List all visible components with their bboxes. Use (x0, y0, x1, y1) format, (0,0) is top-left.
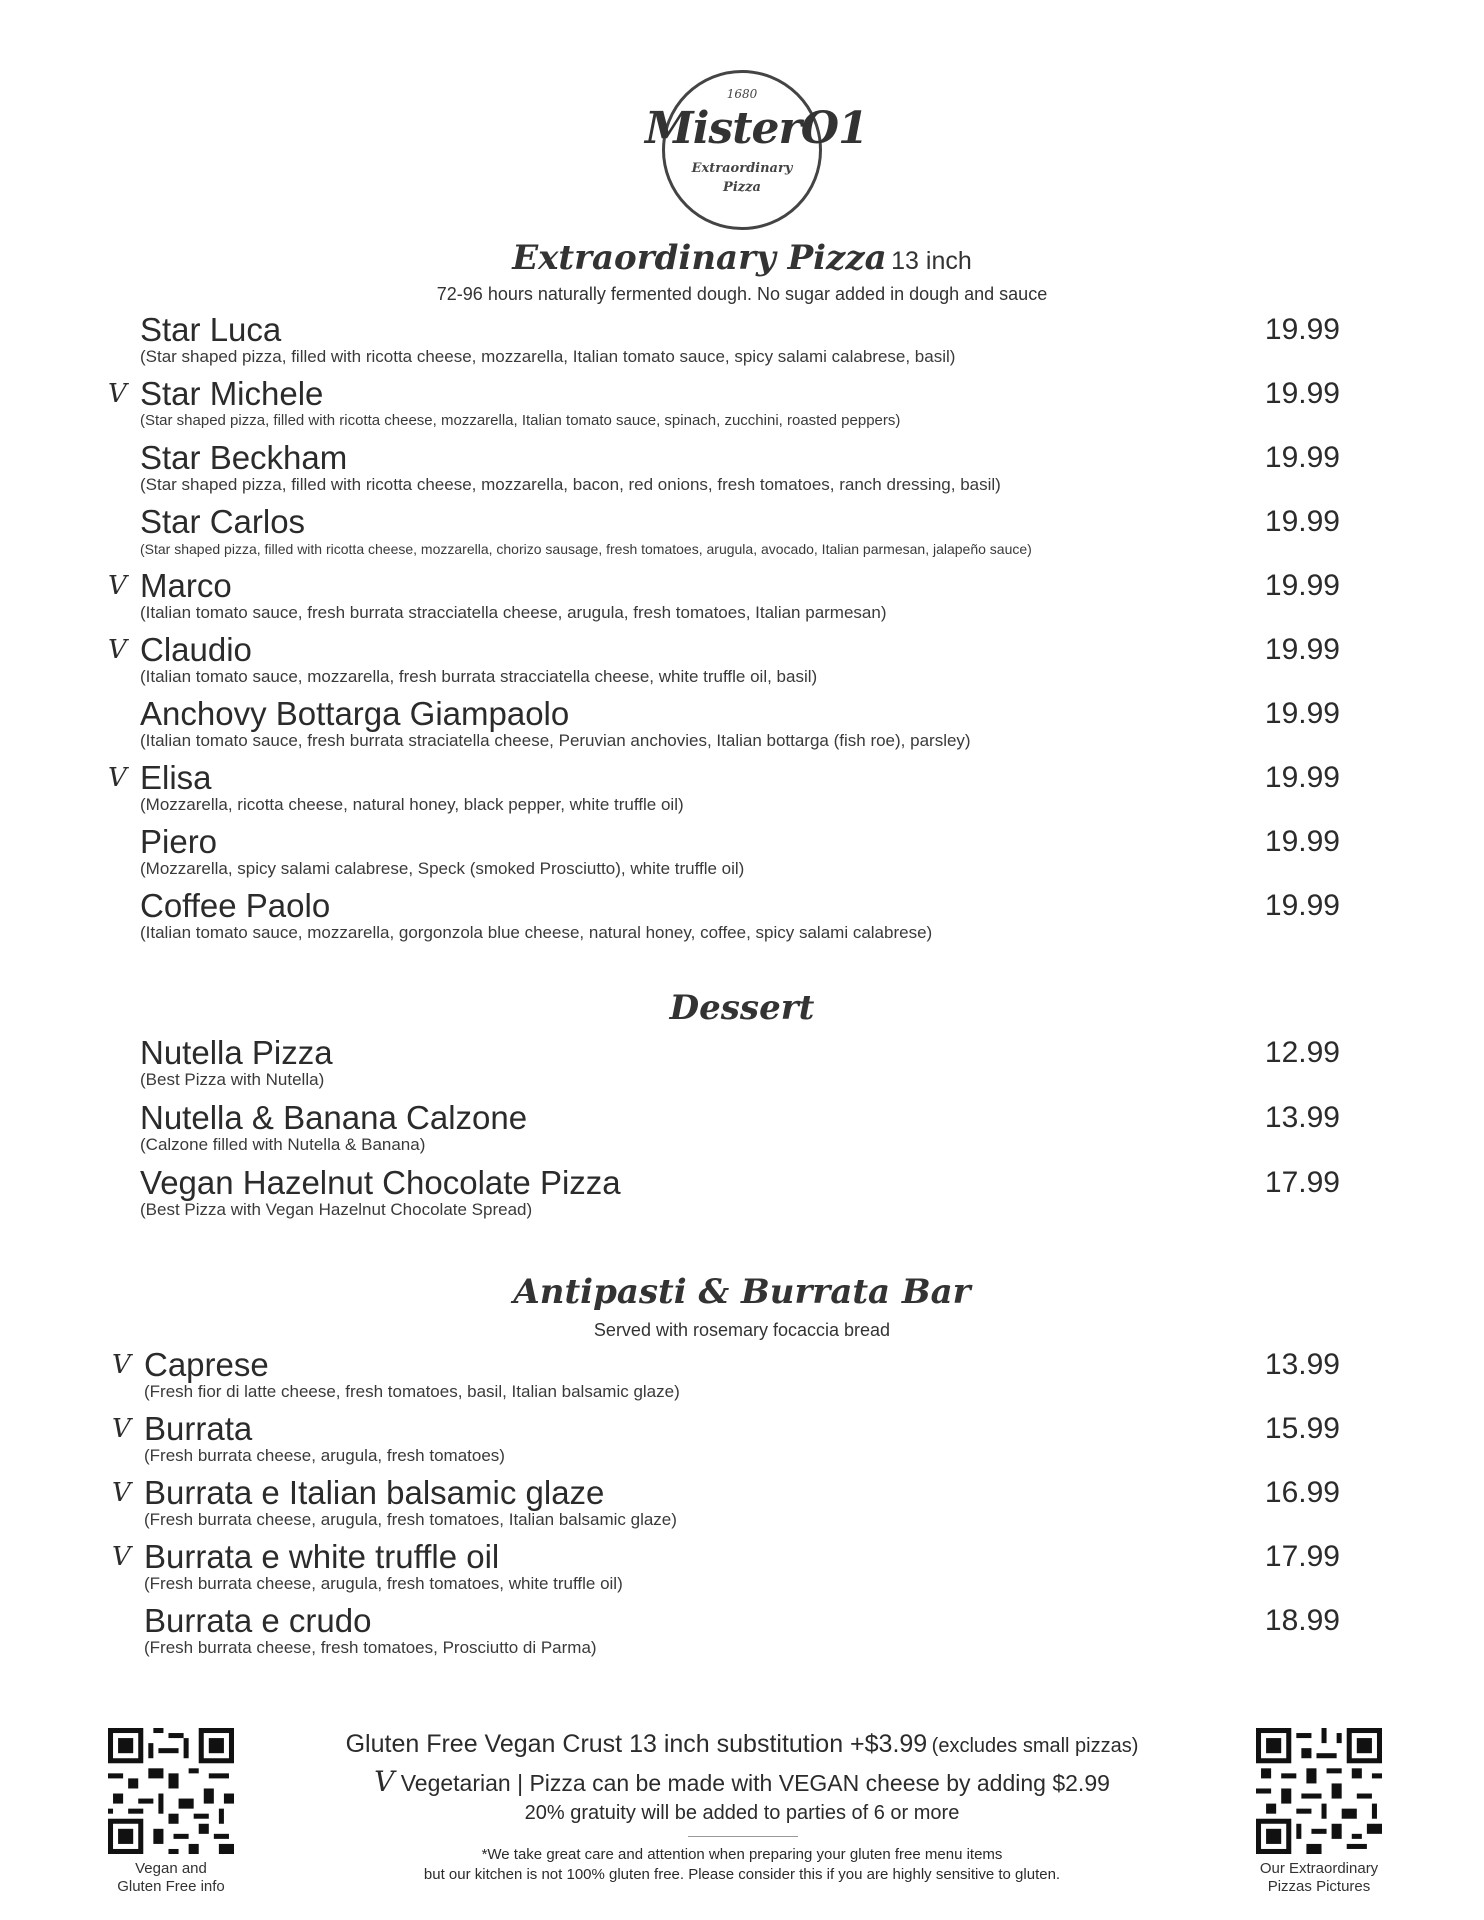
vegetarian-note (0, 1765, 1484, 1798)
menu-item (144, 1604, 1344, 1658)
logo-tagline-2: Pizza (723, 180, 761, 195)
item-description: (Fresh fior di latte cheese, fresh tomatoes, basil, Italian balsamic glaze) (144, 1382, 680, 1401)
item-description: (Italian tomato sauce, mozzarella, gorgonzola blue cheese, natural honey, coffee, spicy salami calabrese) (140, 923, 933, 942)
item-name: Caprese (144, 1346, 269, 1383)
disclaimer-line-1: *We take great care and attention when preparing your gluten free menu items (481, 1846, 1003, 1863)
item-name: Burrata (144, 1410, 253, 1447)
dessert-section-title (0, 988, 1484, 1028)
disclaimer-line-2: but our kitchen is not 100% gluten free. Please consider this if you are highly sensitive to gluten. (423, 1866, 1061, 1883)
item-name: Star Luca (140, 311, 282, 348)
vegetarian-icon: V (112, 1414, 131, 1444)
item-name: Anchovy Bottarga Giampaolo (140, 695, 570, 732)
item-description: (Fresh burrata cheese, arugula, fresh tomatoes, Italian balsamic glaze) (144, 1510, 677, 1529)
item-price: 18.99 (1264, 1604, 1340, 1637)
menu-item (108, 375, 1340, 431)
menu-item (108, 759, 1340, 815)
item-price: 19.99 (1264, 633, 1340, 666)
item-name: Star Carlos (140, 503, 306, 540)
item-description: (Fresh burrata cheese, fresh tomatoes, Prosciutto di Parma) (144, 1638, 597, 1657)
pizza-section-title (0, 238, 1484, 278)
antipasti-title: Antipasti & Burrata Bar (513, 1272, 971, 1312)
item-description: (Star shaped pizza, filled with ricotta cheese, mozzarella, Italian tomato sauce, spicy salami calabrese, basil) (140, 347, 956, 366)
item-name: Piero (140, 823, 218, 860)
item-name: Star Michele (140, 375, 324, 412)
item-name: Burrata e Italian balsamic glaze (144, 1474, 605, 1511)
logo-tagline-1: Extraordinary (691, 161, 793, 176)
item-name: Burrata e crudo (144, 1602, 372, 1639)
dessert-title: Dessert (669, 988, 815, 1028)
item-description: (Star shaped pizza, filled with ricotta cheese, mozzarella, chorizo sausage, fresh tomatoes, arugula, avocado, Italian parmesan, jalapeño sauce) (140, 541, 1032, 557)
qr-left-label-line2: Gluten Free info (117, 1878, 225, 1895)
gluten-free-note (0, 1730, 1484, 1759)
item-description: (Italian tomato sauce, fresh burrata straciatella cheese, Peruvian anchovies, Italian bottarga (fish roe), parsley) (140, 731, 971, 750)
gluten-free-main: Gluten Free Vegan Crust 13 inch substitution +$3.99 (345, 1730, 928, 1758)
item-price: 12.99 (1264, 1036, 1340, 1069)
vegetarian-icon: V (112, 1542, 131, 1572)
menu-item (140, 1166, 1340, 1220)
menu-item (140, 889, 1340, 943)
qr-right-label-line1: Our Extraordinary (1259, 1860, 1379, 1877)
item-price: 19.99 (1264, 569, 1340, 602)
vegetarian-icon: V (108, 379, 127, 409)
item-name: Nutella Pizza (140, 1034, 333, 1071)
item-description: (Mozzarella, ricotta cheese, natural honey, black pepper, white truffle oil) (140, 795, 684, 814)
item-price: 19.99 (1264, 377, 1340, 410)
item-name: Star Beckham (140, 439, 348, 476)
logo-year: 1680 (726, 87, 758, 101)
item-price: 19.99 (1264, 313, 1340, 346)
item-price: 19.99 (1264, 505, 1340, 538)
menu-item (140, 441, 1340, 495)
item-name: Marco (140, 567, 232, 604)
item-price: 16.99 (1264, 1476, 1340, 1509)
menu-item (112, 1538, 1344, 1594)
menu-item (108, 567, 1340, 623)
menu-item (140, 313, 1340, 367)
item-price: 17.99 (1264, 1166, 1340, 1199)
restaurant-logo (645, 70, 868, 230)
item-price: 19.99 (1264, 441, 1340, 474)
vegetarian-icon: V (108, 763, 127, 793)
menu-item (140, 505, 1340, 559)
item-description: (Star shaped pizza, filled with ricotta cheese, mozzarella, bacon, red onions, fresh tomatoes, ranch dressing, basil) (140, 475, 1001, 494)
item-description: (Calzone filled with Nutella & Banana) (140, 1135, 426, 1154)
menu-item (140, 697, 1340, 751)
item-price: 13.99 (1264, 1348, 1340, 1381)
item-description: (Best Pizza with Vegan Hazelnut Chocolate Spread) (140, 1200, 533, 1219)
item-price: 15.99 (1264, 1412, 1340, 1445)
footer-divider (688, 1836, 798, 1837)
menu-item (112, 1474, 1344, 1530)
gratuity-note: 20% gratuity will be added to parties of 6 or more (524, 1802, 960, 1824)
vegetarian-icon: V (112, 1350, 131, 1380)
menu-item (140, 825, 1340, 879)
item-name: Nutella & Banana Calzone (140, 1099, 528, 1136)
antipasti-subtitle: Served with rosemary focaccia bread (593, 1320, 891, 1340)
item-description: (Mozzarella, spicy salami calabrese, Speck (smoked Prosciutto), white truffle oil) (140, 859, 745, 878)
qr-right-label-line2: Pizzas Pictures (1267, 1878, 1371, 1895)
item-price: 19.99 (1264, 761, 1340, 794)
pizza-title: Extraordinary Pizza (512, 238, 887, 278)
item-description: (Fresh burrata cheese, arugula, fresh tomatoes, white truffle oil) (144, 1574, 623, 1593)
menu-item (140, 1101, 1340, 1155)
item-name: Vegan Hazelnut Chocolate Pizza (140, 1164, 621, 1201)
item-description: (Italian tomato sauce, mozzarella, fresh burrata stracciatella cheese, white truffle oil, basil) (140, 667, 818, 686)
item-price: 19.99 (1264, 697, 1340, 730)
logo-name: MisterO1 (645, 103, 868, 154)
item-name: Claudio (140, 631, 252, 668)
pizza-size: 13 inch (891, 247, 972, 275)
antipasti-section-title (0, 1272, 1484, 1312)
item-description: (Best Pizza with Nutella) (140, 1070, 325, 1089)
menu-item (108, 631, 1340, 687)
item-description: (Star shaped pizza, filled with ricotta cheese, mozzarella, Italian tomato sauce, spinach, zucchini, roasted peppers) (140, 412, 901, 429)
menu-item (140, 1036, 1340, 1090)
pizza-subtitle: 72-96 hours naturally fermented dough. No sugar added in dough and sauce (436, 284, 1048, 304)
item-name: Elisa (140, 759, 212, 796)
item-price: 19.99 (1264, 889, 1340, 922)
item-price: 17.99 (1264, 1540, 1340, 1573)
vegetarian-icon: V (108, 635, 127, 665)
item-price: 13.99 (1264, 1101, 1340, 1134)
menu-item (112, 1346, 1344, 1402)
menu-item (112, 1410, 1344, 1466)
item-name: Coffee Paolo (140, 887, 331, 924)
vegetarian-note-text: Vegetarian | Pizza can be made with VEGAN cheese by adding $2.99 (400, 1770, 1110, 1796)
gluten-free-exclusion: (excludes small pizzas) (931, 1735, 1139, 1757)
vegetarian-icon: V (112, 1478, 131, 1508)
item-description: (Fresh burrata cheese, arugula, fresh tomatoes) (144, 1446, 505, 1465)
qr-left-label-line1: Vegan and (135, 1860, 207, 1877)
item-description: (Italian tomato sauce, fresh burrata stracciatella cheese, arugula, fresh tomatoes, Italian parmesan) (140, 603, 887, 622)
vegetarian-icon: V (108, 571, 127, 601)
item-price: 19.99 (1264, 825, 1340, 858)
vegetarian-symbol-icon: V (374, 1765, 395, 1798)
item-name: Burrata e white truffle oil (144, 1538, 500, 1575)
